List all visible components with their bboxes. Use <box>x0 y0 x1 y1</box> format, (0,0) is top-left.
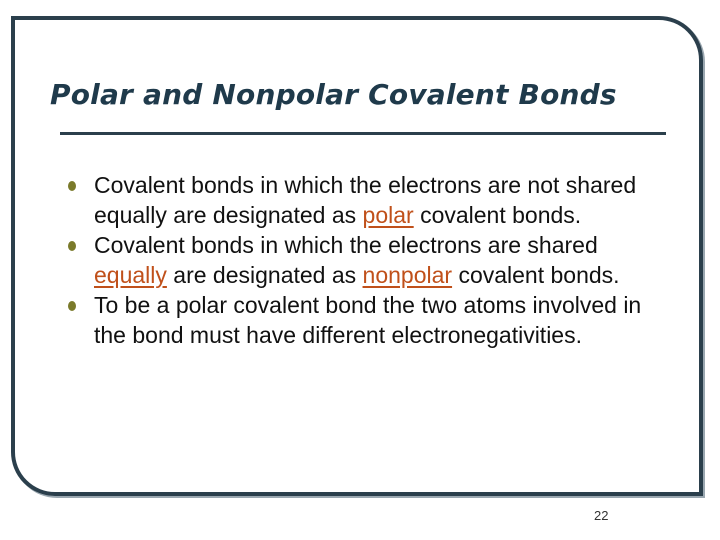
bullet-text: covalent bonds. <box>413 202 582 228</box>
bullet-text: covalent bonds. <box>452 262 620 288</box>
page-number: 22 <box>594 508 609 523</box>
bullet-dot-icon <box>68 241 76 251</box>
bullet-text: Covalent bonds in which the electrons are shared <box>94 232 598 258</box>
bullet-text: To be a polar covalent bond the two atoms involved in the bond must have different electronegativities. <box>94 292 642 348</box>
highlight-term-nonpolar: nonpolar <box>362 262 453 288</box>
bullet-text: are designated as <box>166 262 363 288</box>
title-underline-rule <box>60 132 666 135</box>
bullet-dot-icon <box>68 181 76 191</box>
bullet-dot-icon <box>68 301 76 311</box>
slide-title: Polar and Nonpolar Covalent Bonds <box>50 78 617 111</box>
highlight-term-equally: equally <box>94 262 167 288</box>
bullet-item-polar <box>68 170 668 230</box>
highlight-term-polar: polar <box>362 202 414 228</box>
bullet-text: Covalent bonds in which the electrons are not shared equally are designated as <box>94 172 637 228</box>
bullet-item-nonpolar <box>68 230 668 290</box>
bullet-list <box>68 170 668 350</box>
bullet-item-electronegativity <box>68 290 668 350</box>
